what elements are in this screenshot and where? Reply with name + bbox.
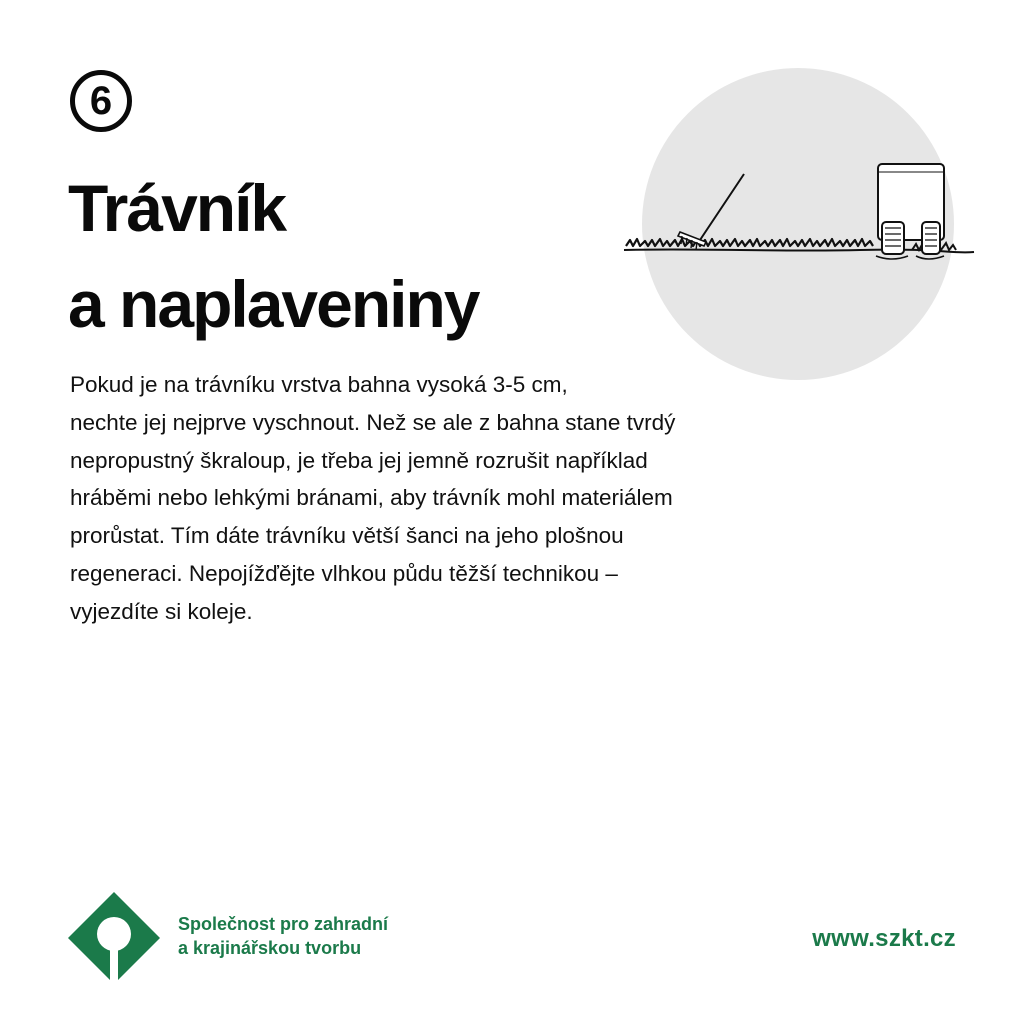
body-line: nepropustný škraloup, je třeba jej jemně rozrušit například — [70, 447, 648, 473]
body-line: hráběmi nebo lehkými bránami, aby trávník mohl materiálem — [70, 485, 673, 511]
body-line: vyjezdíte si koleje. — [70, 598, 253, 624]
organization-name-line-1: Společnost pro zahradní — [178, 914, 389, 934]
rake-and-vehicle-on-lawn-illustration — [620, 64, 980, 384]
organization-name — [178, 912, 388, 960]
body-line: nechte jej nejprve vyschnout. Než se ale z bahna stane tvrdý — [70, 409, 676, 435]
step-number-badge — [70, 70, 132, 132]
page-title — [68, 160, 479, 352]
title-line-1: Trávník — [68, 171, 286, 245]
body-paragraph — [70, 366, 810, 631]
vehicle-wheel-right — [922, 222, 940, 254]
organization-name-line-2: a krajinářskou tvorbu — [178, 938, 362, 958]
title-line-2: a naplaveniny — [68, 267, 479, 341]
vehicle-wheel-left — [882, 222, 904, 254]
body-line: Pokud je na trávníku vrstva bahna vysoká 3-5 cm, — [70, 372, 568, 397]
body-line: regeneraci. Nepojížďějte vlhkou půdu těžší technikou – — [70, 560, 618, 586]
body-line: prorůstat. Tím dáte trávníku větší šanci na jeho plošnou — [70, 523, 624, 549]
website-link[interactable]: www.szkt.cz — [812, 925, 956, 952]
step-number: 6 — [89, 79, 113, 123]
szkt-logo-icon — [66, 890, 162, 986]
